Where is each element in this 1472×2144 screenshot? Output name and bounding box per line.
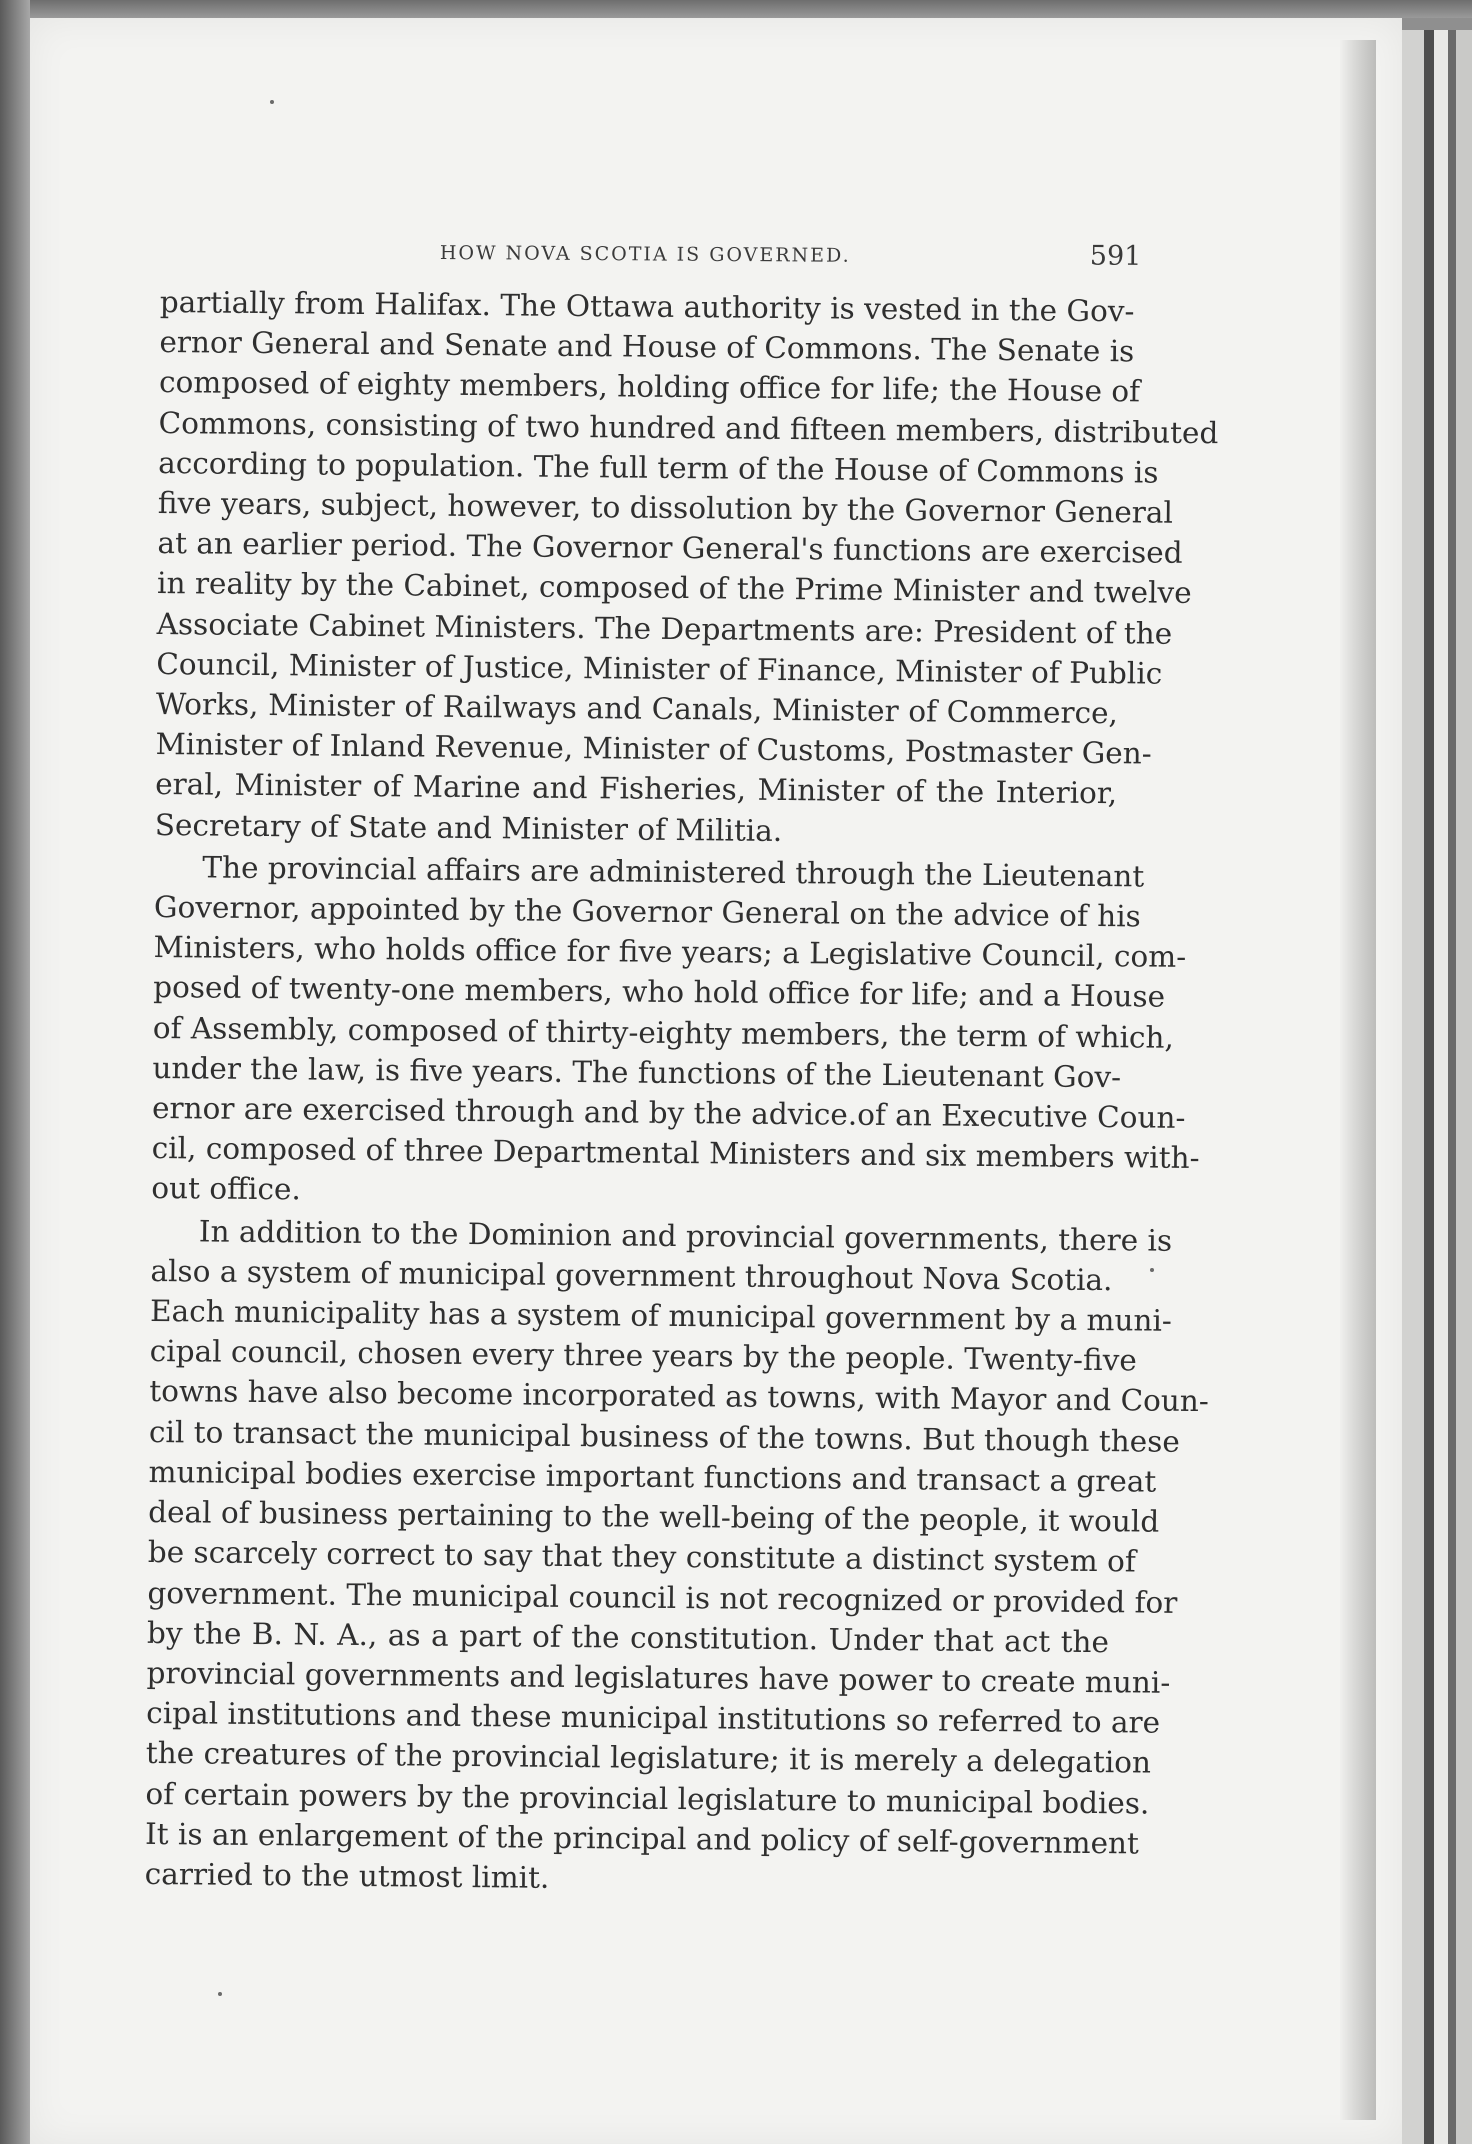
text-line: government. The municipal council is not recognized or provided for xyxy=(147,1575,1178,1620)
text-line: Each municipality has a system of municipal government by a muni- xyxy=(149,1294,1173,1338)
text-line: of certain powers by the provincial legislature to municipal bodies. xyxy=(145,1776,1150,1821)
scan-top-border xyxy=(0,0,1472,18)
text-line: under the law, is five years. The functions of the Lieutenant Gov- xyxy=(152,1050,1122,1095)
text-line: composed of eighty members, holding office for life; the House of xyxy=(158,365,1141,409)
text-line: deal of business pertaining to the well-being of the people, it would xyxy=(148,1495,1160,1539)
text-line: by the B. N. A., as a part of the constitution. Under that act the xyxy=(146,1615,1110,1659)
text-line: five years, subject, however, to dissolution by the Governor General xyxy=(157,486,1174,530)
running-title: HOW NOVA SCOTIA IS GOVERNED. xyxy=(439,241,851,267)
text-line: Associate Cabinet Ministers. The Departments are: President of the xyxy=(156,606,1173,651)
page-number: 591 xyxy=(1089,240,1142,272)
page-header xyxy=(160,232,1160,279)
text-line: It is an enlargement of the principal and policy of self-government xyxy=(144,1816,1140,1861)
text-line: at an earlier period. The Governor General's functions are exercised xyxy=(157,526,1183,571)
text-line: the creatures of the provincial legislature; it is merely a delegation xyxy=(145,1736,1152,1780)
text-line: partially from Halifax. The Ottawa authority is vested in the Gov- xyxy=(159,284,1135,329)
text-line: cipal council, chosen every three years by the people. Twenty-five xyxy=(149,1334,1137,1378)
paragraph-1 xyxy=(154,282,1219,854)
text-line: Ministers, who holds office for five years; a Legislative Council, com- xyxy=(153,930,1187,975)
paragraph-2 xyxy=(151,847,1200,1218)
text-line: in reality by the Cabinet, composed of the Prime Minister and twelve xyxy=(156,566,1192,611)
text-line: carried to the utmost limit. xyxy=(144,1856,550,1895)
text-line: ernor General and Senate and House of Commons. The Senate is xyxy=(159,325,1135,369)
text-line: Governor, appointed by the Governor General on the advice of his xyxy=(153,890,1141,934)
text-line: Secretary of State and Minister of Militia. xyxy=(154,807,783,848)
text-line: Minister of Inland Revenue, Minister of Customs, Postmaster Gen- xyxy=(155,727,1152,771)
paragraph-3 xyxy=(144,1211,1210,1904)
text-line: according to population. The full term of the House of Commons is xyxy=(158,445,1159,490)
text-line: The provincial affairs are administered through the Lieutenant xyxy=(202,850,1145,894)
text-line: Commons, consisting of two hundred and fifteen members, distributed xyxy=(158,405,1219,450)
scan-speck xyxy=(270,100,274,104)
text-line: also a system of municipal government throughout Nova Scotia. xyxy=(150,1253,1113,1298)
text-line: towns have also become incorporated as towns, with Mayor and Coun- xyxy=(149,1374,1210,1419)
text-line: out office. xyxy=(151,1171,301,1207)
scan-speck xyxy=(218,1992,222,1996)
text-line: cipal institutions and these municipal institutions so referred to are xyxy=(146,1696,1161,1740)
page-stack-edge xyxy=(1434,30,1448,2144)
text-line: be scarcely correct to say that they constitute a distinct system of xyxy=(147,1535,1136,1579)
text-line: of Assembly, composed of thirty-eighty members, the term of which, xyxy=(152,1010,1175,1055)
text-line: cil to transact the municipal business of the towns. But though these xyxy=(148,1414,1180,1459)
scan-speck xyxy=(1150,1268,1154,1272)
text-line: Works, Minister of Railways and Canals, Minister of Commerce, xyxy=(155,687,1119,731)
text-line: Council, Minister of Justice, Minister of Finance, Minister of Public xyxy=(156,646,1163,691)
text-line: eral, Minister of Marine and Fisheries, Minister of the Interior, xyxy=(155,767,1118,811)
text-line: In addition to the Dominion and provincial governments, there is xyxy=(198,1214,1173,1258)
text-line: posed of twenty-one members, who hold office for life; and a House xyxy=(153,970,1166,1015)
text-line: cil, composed of three Departmental Ministers and six members with- xyxy=(151,1131,1200,1176)
text-line: municipal bodies exercise important functions and transact a great xyxy=(148,1454,1157,1499)
page-stack-edge xyxy=(1402,30,1424,2144)
body-text xyxy=(144,282,1219,1903)
text-line: provincial governments and legislatures have power to create muni- xyxy=(146,1655,1171,1700)
page-stack-edge xyxy=(1424,30,1434,2144)
page-stack-edge xyxy=(1448,30,1456,2144)
page-stack-edge xyxy=(1456,30,1472,2144)
page-left-edge xyxy=(0,0,30,2144)
page-gutter-shadow xyxy=(1340,40,1376,2120)
text-line: ernor are exercised through and by the advice.of an Executive Coun- xyxy=(151,1091,1186,1135)
